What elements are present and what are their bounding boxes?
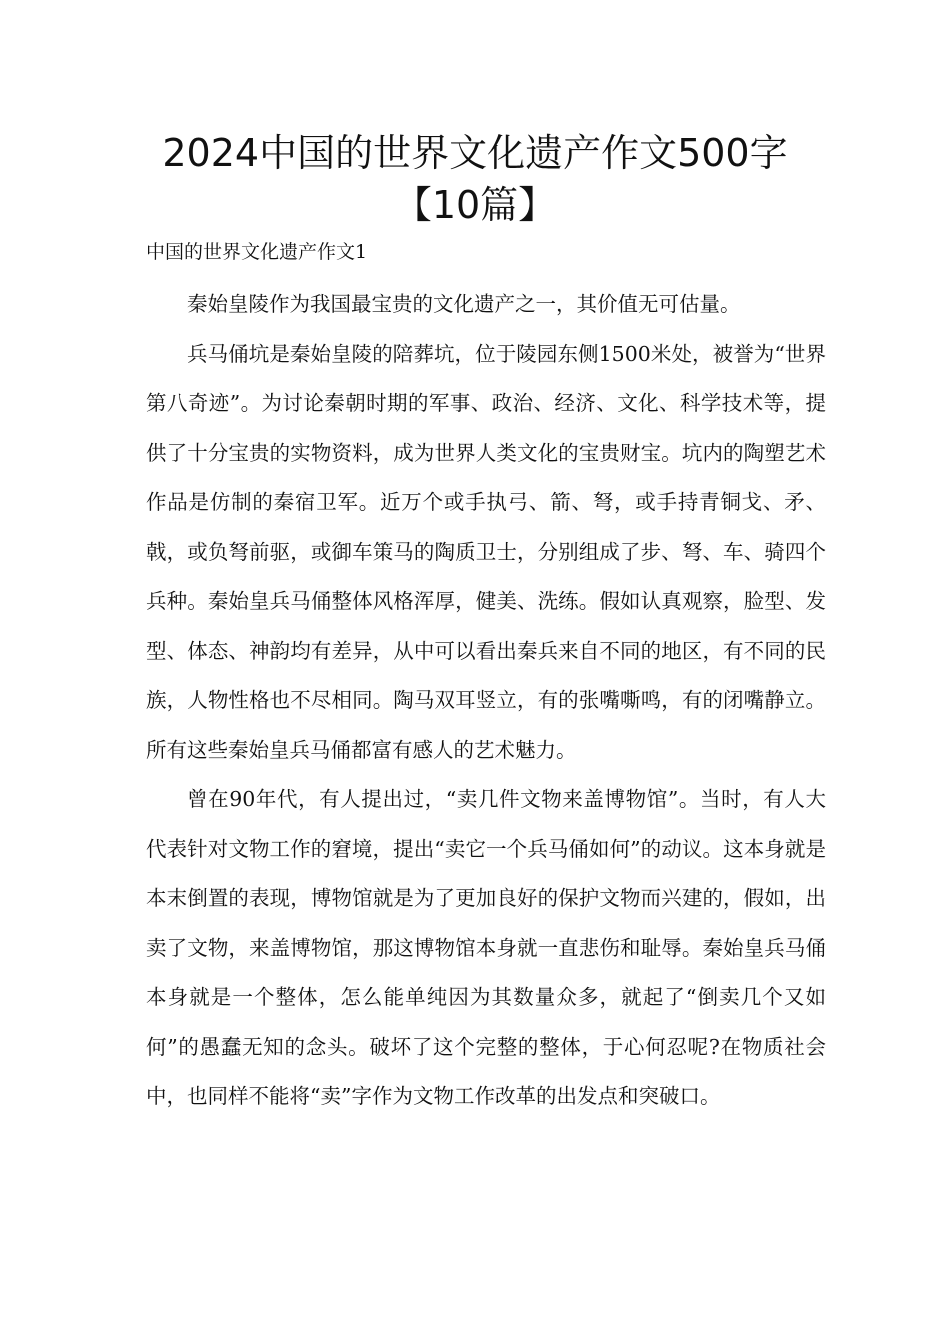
paragraph-2: 兵马俑坑是秦始皇陵的陪葬坑，位于陵园东侧1500米处，被誉为“世界第八奇迹”。为讨论秦朝时期的军事、政治、经济、文化、科学技术等，提供了十分宝贵的实物资料，成为世界人类文化的宝贵财宝。坑内的陶塑艺术作品是仿制的秦宿卫军。近万个或手执弓、箭、弩，或手持青铜戈、矛、戟，或负弩前驱，或御车策马的陶质卫士，分别组成了步、弩、车、骑四个兵种。秦始皇兵马俑整体风格浑厚，健美、洗练。假如认真观察，脸型、发型、体态、神韵均有差异，从中可以看出秦兵来自不同的地区，有不同的民族，人物性格也不尽相同。陶马双耳竖立，有的张嘴嘶鸣，有的闭嘴静立。所有这些秦始皇兵马俑都富有感人的艺术魅力。 bbox=[146, 341, 826, 762]
paragraph-1: 秦始皇陵作为我国最宝贵的文化遗产之一，其价值无可估量。 bbox=[187, 292, 741, 316]
document-title-line-1: 2024中国的世界文化遗产作文500字 bbox=[162, 131, 788, 175]
section-heading: 中国的世界文化遗产作文1 bbox=[146, 241, 368, 263]
document-title-line-2: 【10篇】 bbox=[393, 183, 557, 227]
document-body bbox=[146, 280, 826, 1122]
paragraph-3: 曾在90年代，有人提出过，“卖几件文物来盖博物馆”。当时，有人大代表针对文物工作的窘境，提出“卖它一个兵马俑如何”的动议。这本身就是本末倒置的表现，博物馆就是为了更加良好的保护文物而兴建的，假如，出卖了文物，来盖博物馆，那这博物馆本身就一直悲伤和耻辱。秦始皇兵马俑本身就是一个整体，怎么能单纯因为其数量众多，就起了“倒卖几个又如何”的愚蠢无知的念头。破坏了这个完整的整体，于心何忍呢?在物质社会中，也同样不能将“卖”字作为文物工作改革的出发点和突破口。 bbox=[146, 787, 826, 1108]
